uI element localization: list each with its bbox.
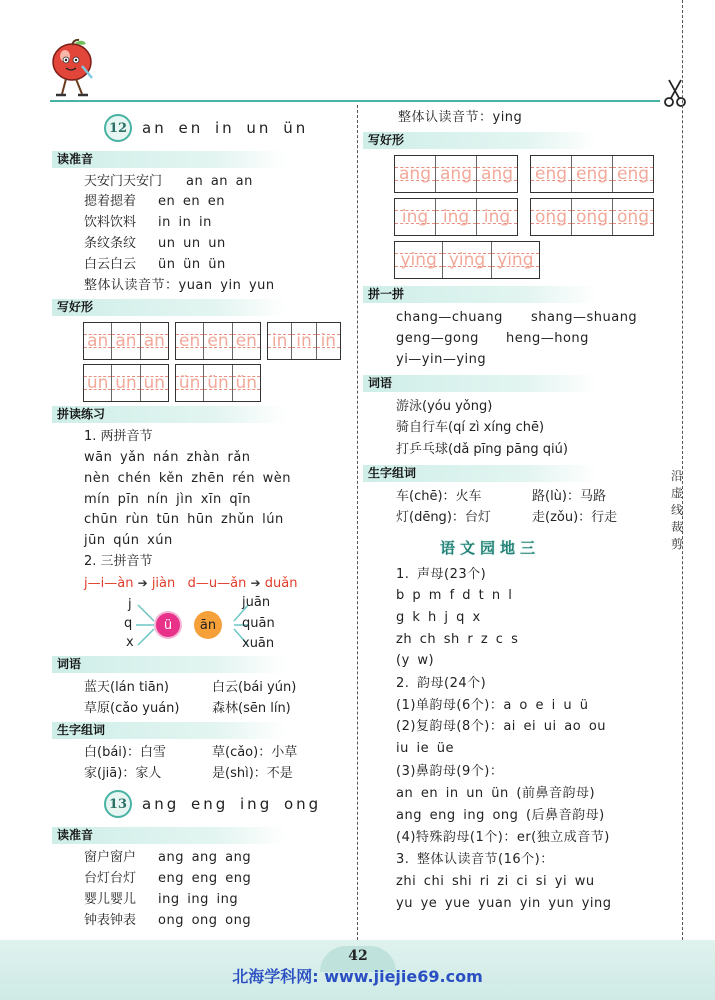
lesson-13-badge: 13: [104, 790, 132, 818]
wheel-left: q: [124, 616, 133, 631]
yw-row: an en in un ün (前鼻音韵母): [396, 786, 596, 801]
section-du-zhun-yin: 读准音: [52, 827, 287, 844]
wheel-right: quān: [242, 616, 275, 631]
ci-row: 打乒乓球(dǎ pīng pāng qiú): [396, 442, 568, 457]
wheel-right: juān: [242, 595, 271, 610]
scissors-icon: [662, 78, 688, 108]
header-rule: [50, 100, 660, 102]
section-ci-yu: 词语: [52, 656, 287, 673]
zi-row: 白(bái)：白雪 草(cǎo)：小草: [84, 745, 298, 760]
du-row: 饮料饮料 in in in: [84, 215, 212, 230]
pin-row: chūn rùn tūn hūn zhǔn lún: [84, 512, 284, 527]
yw-row: (2)复韵母(8个)：ai ei ui ao ou: [396, 719, 607, 734]
writing-grid: ing ing ing: [394, 198, 518, 236]
arrow-right-icon: ➔: [250, 576, 261, 590]
wheel-center-an: ān: [194, 611, 222, 639]
writing-grid: ong ong ong: [530, 198, 654, 236]
section-sheng-zi-zu-ci: 生字组词: [363, 465, 598, 482]
three-part-syllables: j—i—àn ➔ jiàn d—u—ǎn ➔ duǎn: [84, 576, 298, 591]
writing-grid: in in in: [267, 322, 341, 360]
section-sheng-zi-zu-ci: 生字组词: [52, 722, 287, 739]
lesson-13-heading: ang eng ing ong: [142, 795, 322, 813]
lesson-12-title: [104, 114, 308, 142]
pin-row: jūn qún xún: [84, 533, 173, 548]
apple-mascot-icon: [48, 38, 104, 100]
pin-row: mín pīn nín jìn xīn qīn: [84, 492, 251, 507]
wheel-left: j: [128, 597, 132, 612]
cut-instruction: 沿虚线裁剪: [670, 469, 683, 551]
ci-row: 骑自行车(qí zì xíng chē): [396, 420, 545, 435]
zi-row: 灯(dēng)：台灯 走(zǒu)：行走: [396, 510, 618, 525]
du-row: 婴儿婴儿 ing ing ing: [84, 892, 239, 907]
yw-row: 1. 声母(23个): [396, 567, 487, 582]
wheel-center-u: ü: [154, 611, 182, 639]
ci-row: 游泳(yóu yǒng): [396, 399, 493, 414]
writing-grid: ün ün ün: [175, 364, 261, 402]
section-ci-yu: 词语: [363, 375, 598, 392]
yw-row: (y w): [396, 653, 435, 668]
writing-grid: eng eng eng: [530, 155, 654, 193]
du-row: 天安门天安门 an an an: [84, 174, 253, 189]
zhengti-ying: 整体认读音节：ying: [398, 110, 523, 125]
pin-row: yi—yin—ying: [396, 352, 487, 367]
pin-row: geng—gong heng—hong: [396, 331, 589, 346]
yw-row: (1)单韵母(6个)：a o e i u ü: [396, 698, 589, 713]
section-pin-yi-pin: 拼一拼: [363, 286, 598, 303]
lesson-12-heading: an en in un ün: [142, 119, 309, 137]
ci-row: 蓝天(lán tiān) 白云(bái yún): [84, 680, 297, 695]
pin-sub-title: 2. 三拼音节: [84, 554, 153, 569]
wheel-left: x: [126, 635, 134, 650]
writing-grid: ang ang ang: [394, 155, 518, 193]
writing-grid: en en en: [175, 322, 261, 360]
writing-grid: un un un: [83, 364, 169, 402]
pin-row: wān yǎn nán zhàn rǎn: [84, 450, 251, 465]
yw-row: (3)鼻韵母(9个)：: [396, 764, 504, 779]
pin-row: chang—chuang shang—shuang: [396, 310, 638, 325]
wheel-right: xuān: [242, 636, 275, 651]
section-pin-du-lian-xi: 拼读练习: [52, 406, 287, 423]
yw-row: (4)特殊韵母(1个)：er(独立成音节): [396, 830, 610, 845]
du-row: 钟表钟表 ong ong ong: [84, 913, 252, 928]
yw-row: zhi chi shi ri zi ci si yi wu: [396, 874, 595, 889]
yw-row: yu ye yue yuan yin yun ying: [396, 896, 612, 911]
section-du-zhun-yin: 读准音: [52, 151, 287, 168]
du-row: 摁着摁着 en en en: [84, 194, 225, 209]
du-row: 白云白云 ün ün ün: [84, 257, 226, 272]
footer-website: 北海学科网: www.jiejie69.com: [232, 967, 483, 986]
yw-row: 3. 整体认读音节(16个)：: [396, 852, 554, 867]
yw-row: b p m f d t n l: [396, 588, 513, 603]
yw-row: 2. 韵母(24个): [396, 676, 487, 691]
du-row: 台灯台灯 eng eng eng: [84, 871, 252, 886]
yw-row: iu ie üe: [396, 741, 454, 756]
section-xie-hao-xing: 写好形: [52, 299, 287, 316]
zi-row: 家(jiā)：家人 是(shì)：不是: [84, 766, 293, 781]
column-separator: [357, 105, 358, 940]
yw-row: ang eng ing ong (后鼻音韵母): [396, 808, 605, 823]
pin-row: nèn chén kěn zhēn rén wèn: [84, 471, 292, 486]
writing-grid: an an an: [83, 322, 169, 360]
zi-row: 车(chē)：火车 路(lù)：马路: [396, 489, 606, 504]
writing-grid: ying ying ying: [394, 241, 540, 279]
du-row: 窗户窗户 ang ang ang: [84, 850, 252, 865]
section-xie-hao-xing: 写好形: [363, 132, 598, 149]
yuwen-yuandi-title: 语文园地三: [440, 539, 541, 557]
lesson-13-title: [104, 790, 321, 818]
page-number: 42: [348, 948, 368, 964]
pin-sub-title: 1. 两拼音节: [84, 429, 153, 444]
du-zhengti: 整体认读音节：yuan yin yun: [84, 278, 275, 293]
yw-row: zh ch sh r z c s: [396, 632, 519, 647]
du-row: 条纹条纹 un un un: [84, 236, 226, 251]
arrow-right-icon: ➔: [137, 576, 148, 590]
ci-row: 草原(cǎo yuán) 森林(sēn lín): [84, 701, 291, 716]
lesson-12-badge: 12: [104, 114, 132, 142]
yw-row: g k h j q x: [396, 610, 481, 625]
